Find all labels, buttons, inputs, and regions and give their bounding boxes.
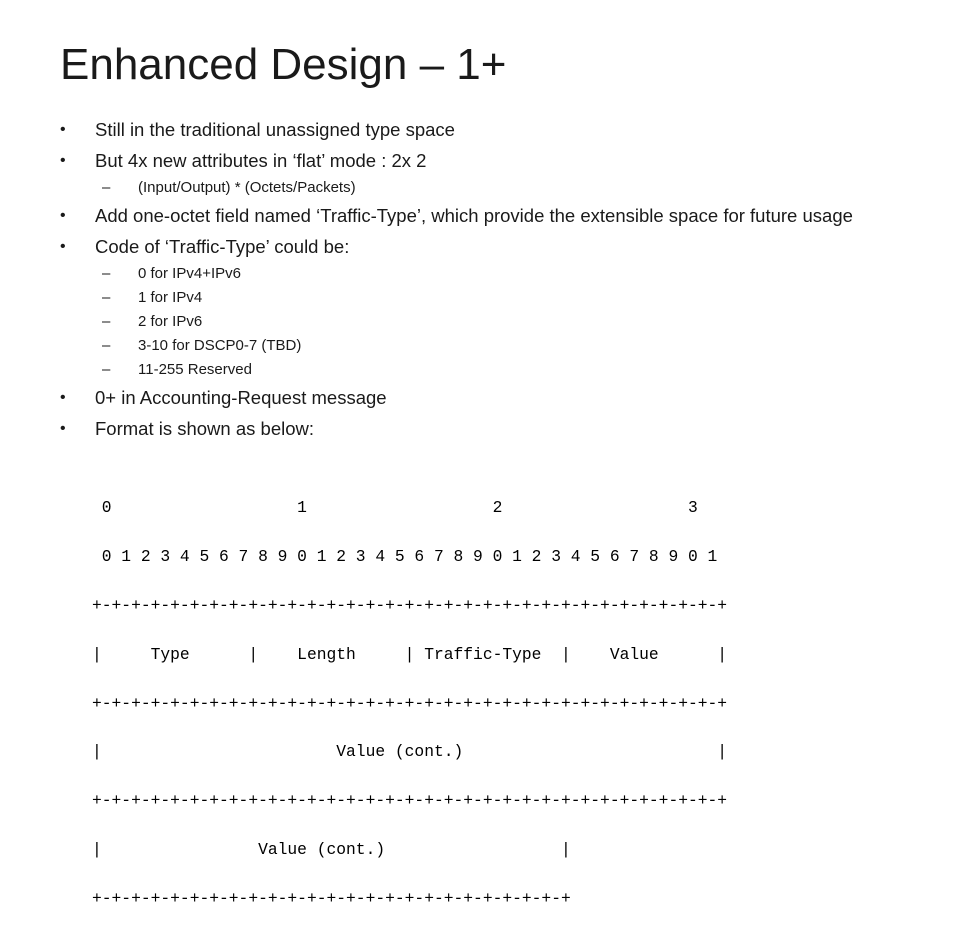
bullet-text: Code of ‘Traffic-Type’ could be: [95,236,350,257]
sub-bullet-text: (Input/Output) * (Octets/Packets) [138,179,356,196]
bullet-marker: • [60,152,66,169]
dash-marker: – [102,265,111,282]
sub-bullet-text: 2 for IPv6 [138,313,203,330]
bullet-text: Still in the traditional unassigned type space [95,119,455,140]
bullet-item [60,417,920,441]
sub-bullet-text: 3-10 for DSCP0-7 (TBD) [138,337,302,354]
bullet-marker: • [60,389,66,406]
sub-bullet-item [60,265,920,283]
sub-bullet-item [60,289,920,307]
dash-marker: – [102,179,111,196]
bullet-item [60,149,920,173]
diagram-line: +-+-+-+-+-+-+-+-+-+-+-+-+-+-+-+-+-+-+-+-+-+-+-+-+ [92,888,571,908]
dash-marker: – [102,289,111,306]
bullet-marker: • [60,238,66,255]
sub-bullet-item [60,179,920,197]
bullet-text: 0+ in Accounting-Request message [95,387,387,408]
diagram-line: +-+-+-+-+-+-+-+-+-+-+-+-+-+-+-+-+-+-+-+-+-+-+-+-+-+-+-+-+-+-+-+-+ [92,791,728,811]
diagram-line: 0 1 2 3 [92,498,698,518]
diagram-line: | Type | Length | Traffic-Type | Value | [92,644,728,664]
bullet-list [60,118,920,448]
sub-bullet-text: 1 for IPv4 [138,289,203,306]
bullet-item [60,118,920,142]
bullet-item [60,204,920,228]
packet-format-diagram [92,472,727,936]
sub-bullet-item [60,337,920,355]
sub-bullet-item [60,313,920,331]
bullet-marker: • [60,420,66,437]
bullet-marker: • [60,121,66,138]
sub-bullet-item [60,361,920,379]
dash-marker: – [102,361,111,378]
bullet-marker: • [60,207,66,224]
dash-marker: – [102,313,111,330]
diagram-line: | Value (cont.) | [92,742,728,762]
bullet-item [60,386,920,410]
bullet-text: Format is shown as below: [95,418,315,439]
diagram-line: +-+-+-+-+-+-+-+-+-+-+-+-+-+-+-+-+-+-+-+-+-+-+-+-+-+-+-+-+-+-+-+-+ [92,596,728,616]
diagram-line: | Value (cont.) | [92,840,571,860]
slide-title: Enhanced Design – 1+ [60,40,507,89]
dash-marker: – [102,337,111,354]
diagram-line: +-+-+-+-+-+-+-+-+-+-+-+-+-+-+-+-+-+-+-+-+-+-+-+-+-+-+-+-+-+-+-+-+ [92,693,728,713]
bullet-text: But 4x new attributes in ‘flat’ mode : 2x 2 [95,150,427,171]
sub-bullet-text: 11-255 Reserved [138,361,252,378]
bullet-item [60,235,920,259]
bullet-text: Add one-octet field named ‘Traffic-Type’, which provide the extensible space for future usage [95,205,853,226]
diagram-line: 0 1 2 3 4 5 6 7 8 9 0 1 2 3 4 5 6 7 8 9 0 1 2 3 4 5 6 7 8 9 0 1 [92,547,718,567]
sub-bullet-text: 0 for IPv4+IPv6 [138,265,241,282]
